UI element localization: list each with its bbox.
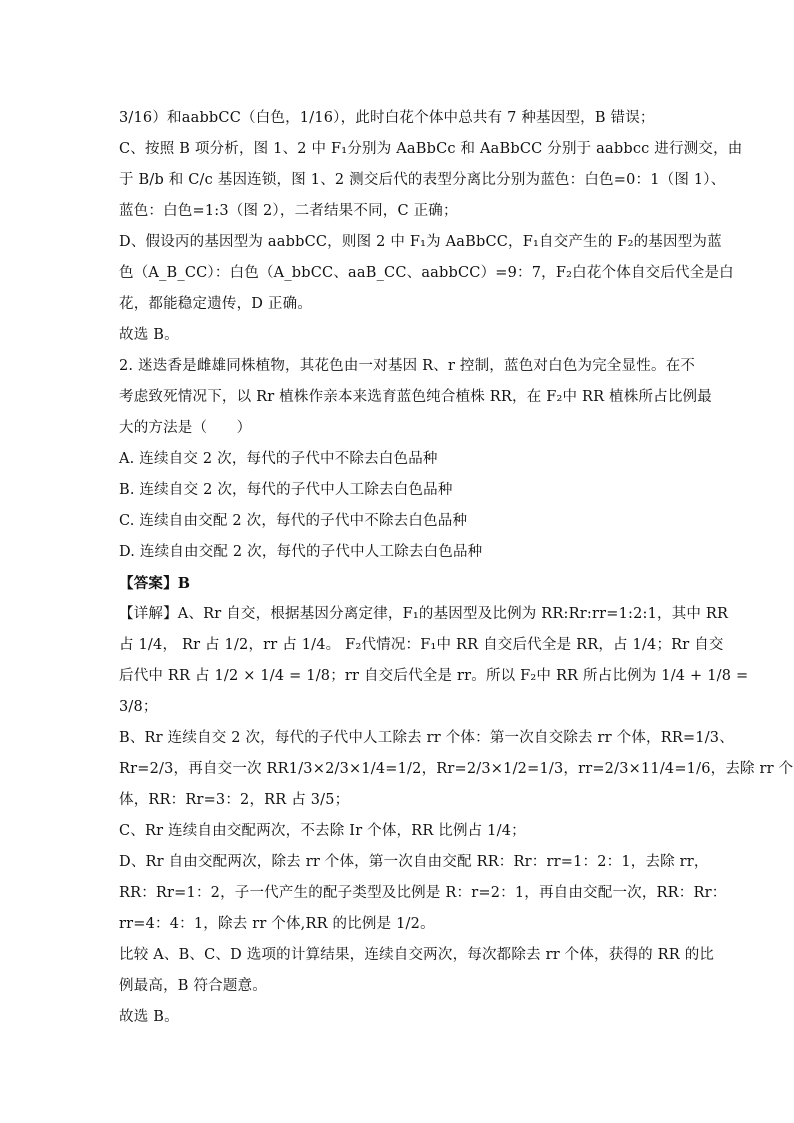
text-line: 花，都能稳定遗传，D 正确。 [119, 296, 313, 312]
explanation-line: 故选 B。 [119, 1009, 179, 1025]
explanation-line: C、Rr 连续自由交配两次，不去除 Ir 个体，RR 比例占 1/4； [119, 823, 526, 839]
text-line: 于 B/b 和 C/c 基因连锁，图 1、2 测交后代的表型分离比分别为蓝色：白色=0：1（图 1）、 [119, 172, 726, 188]
explanation-line: 【详解】A、Rr 自交，根据基因分离定律，F₁的基因型及比例为 RR:Rr:rr=1:2:1，其中 RR [119, 606, 729, 622]
explanation-line: 3/8； [119, 699, 158, 715]
question-stem: 2. 迷迭香是雌雄同株植物，其花色由一对基因 R、r 控制，蓝色对白色为完全显性。在不 [119, 358, 696, 374]
text-line: D、假设丙的基因型为 aabbCC，则图 2 中 F₁为 AaBbCC，F₁自交产生的 F₂的基因型为蓝 [119, 234, 722, 250]
explanation-line: 例最高，B 符合题意。 [119, 978, 267, 994]
text-line: 3/16）和aabbCC（白色，1/16），此时白花个体中总共有 7 种基因型，B 错误； [119, 110, 655, 126]
answer-label: 【答案】B [119, 575, 191, 592]
option-d: D. 连续自由交配 2 次，每代的子代中人工除去白色品种 [119, 544, 483, 560]
document-body [119, 103, 794, 1033]
explanation-line: Rr=2/3，再自交一次 RR1/3×2/3×1/4=1/2，Rr=2/3×1/2=1/3，rr=2/3×11/4=1/6，去除 rr 个 [119, 761, 794, 777]
text-line: 故选 B。 [119, 327, 179, 343]
explanation-line: 体，RR：Rr=3：2，RR 占 3/5； [119, 792, 350, 808]
option-a: A. 连续自交 2 次，每代的子代中不除去白色品种 [119, 451, 438, 467]
explanation-line: D、Rr 自由交配两次，除去 rr 个体，第一次自由交配 RR：Rr：rr=1：2：1，去除 rr， [119, 854, 709, 870]
text-line: 色（A_B_CC）：白色（A_bbCC、aaB_CC、aabbCC）=9：7，F₂白花个体自交后代全是白 [119, 265, 734, 281]
explanation-line: RR：Rr=1：2，子一代产生的配子类型及比例是 R：r=2：1，再自由交配一次，RR：Rr： [119, 885, 727, 901]
question-stem: 考虑致死情况下，以 Rr 植株作亲本来选育蓝色纯合植株 RR，在 F₂中 RR 植株所占比例最 [119, 389, 712, 405]
text-line: 蓝色：白色=1:3（图 2），二者结果不同，C 正确； [119, 203, 458, 219]
explanation-line: B、Rr 连续自交 2 次，每代的子代中人工除去 rr 个体：第一次自交除去 rr 个体，RR=1/3、 [119, 730, 734, 746]
explanation-line: 占 1/4， Rr 占 1/2，rr 占 1/4。 F₂代情况：F₁中 RR 自交后代全是 RR，占 1/4；Rr 自交 [119, 637, 724, 653]
option-b: B. 连续自交 2 次，每代的子代中人工除去白色品种 [119, 482, 453, 498]
text-line: C、按照 B 项分析，图 1、2 中 F₁分别为 AaBbCc 和 AaBbCC 分别于 aabbcc 进行测交，由 [119, 141, 743, 157]
question-stem: 大的方法是（ ） [119, 420, 252, 436]
explanation-line: rr=4：4：1，除去 rr 个体,RR 的比例是 1/2。 [119, 916, 435, 932]
explanation-line: 后代中 RR 占 1/2 × 1/4 = 1/8；rr 自交后代全是 rr。所以 F₂中 RR 所占比例为 1/4 + 1/8 = [119, 668, 749, 684]
explanation-line: 比较 A、B、C、D 选项的计算结果，连续自交两次，每次都除去 rr 个体，获得的 RR 的比 [119, 947, 715, 963]
option-c: C. 连续自由交配 2 次，每代的子代中不除去白色品种 [119, 513, 468, 529]
